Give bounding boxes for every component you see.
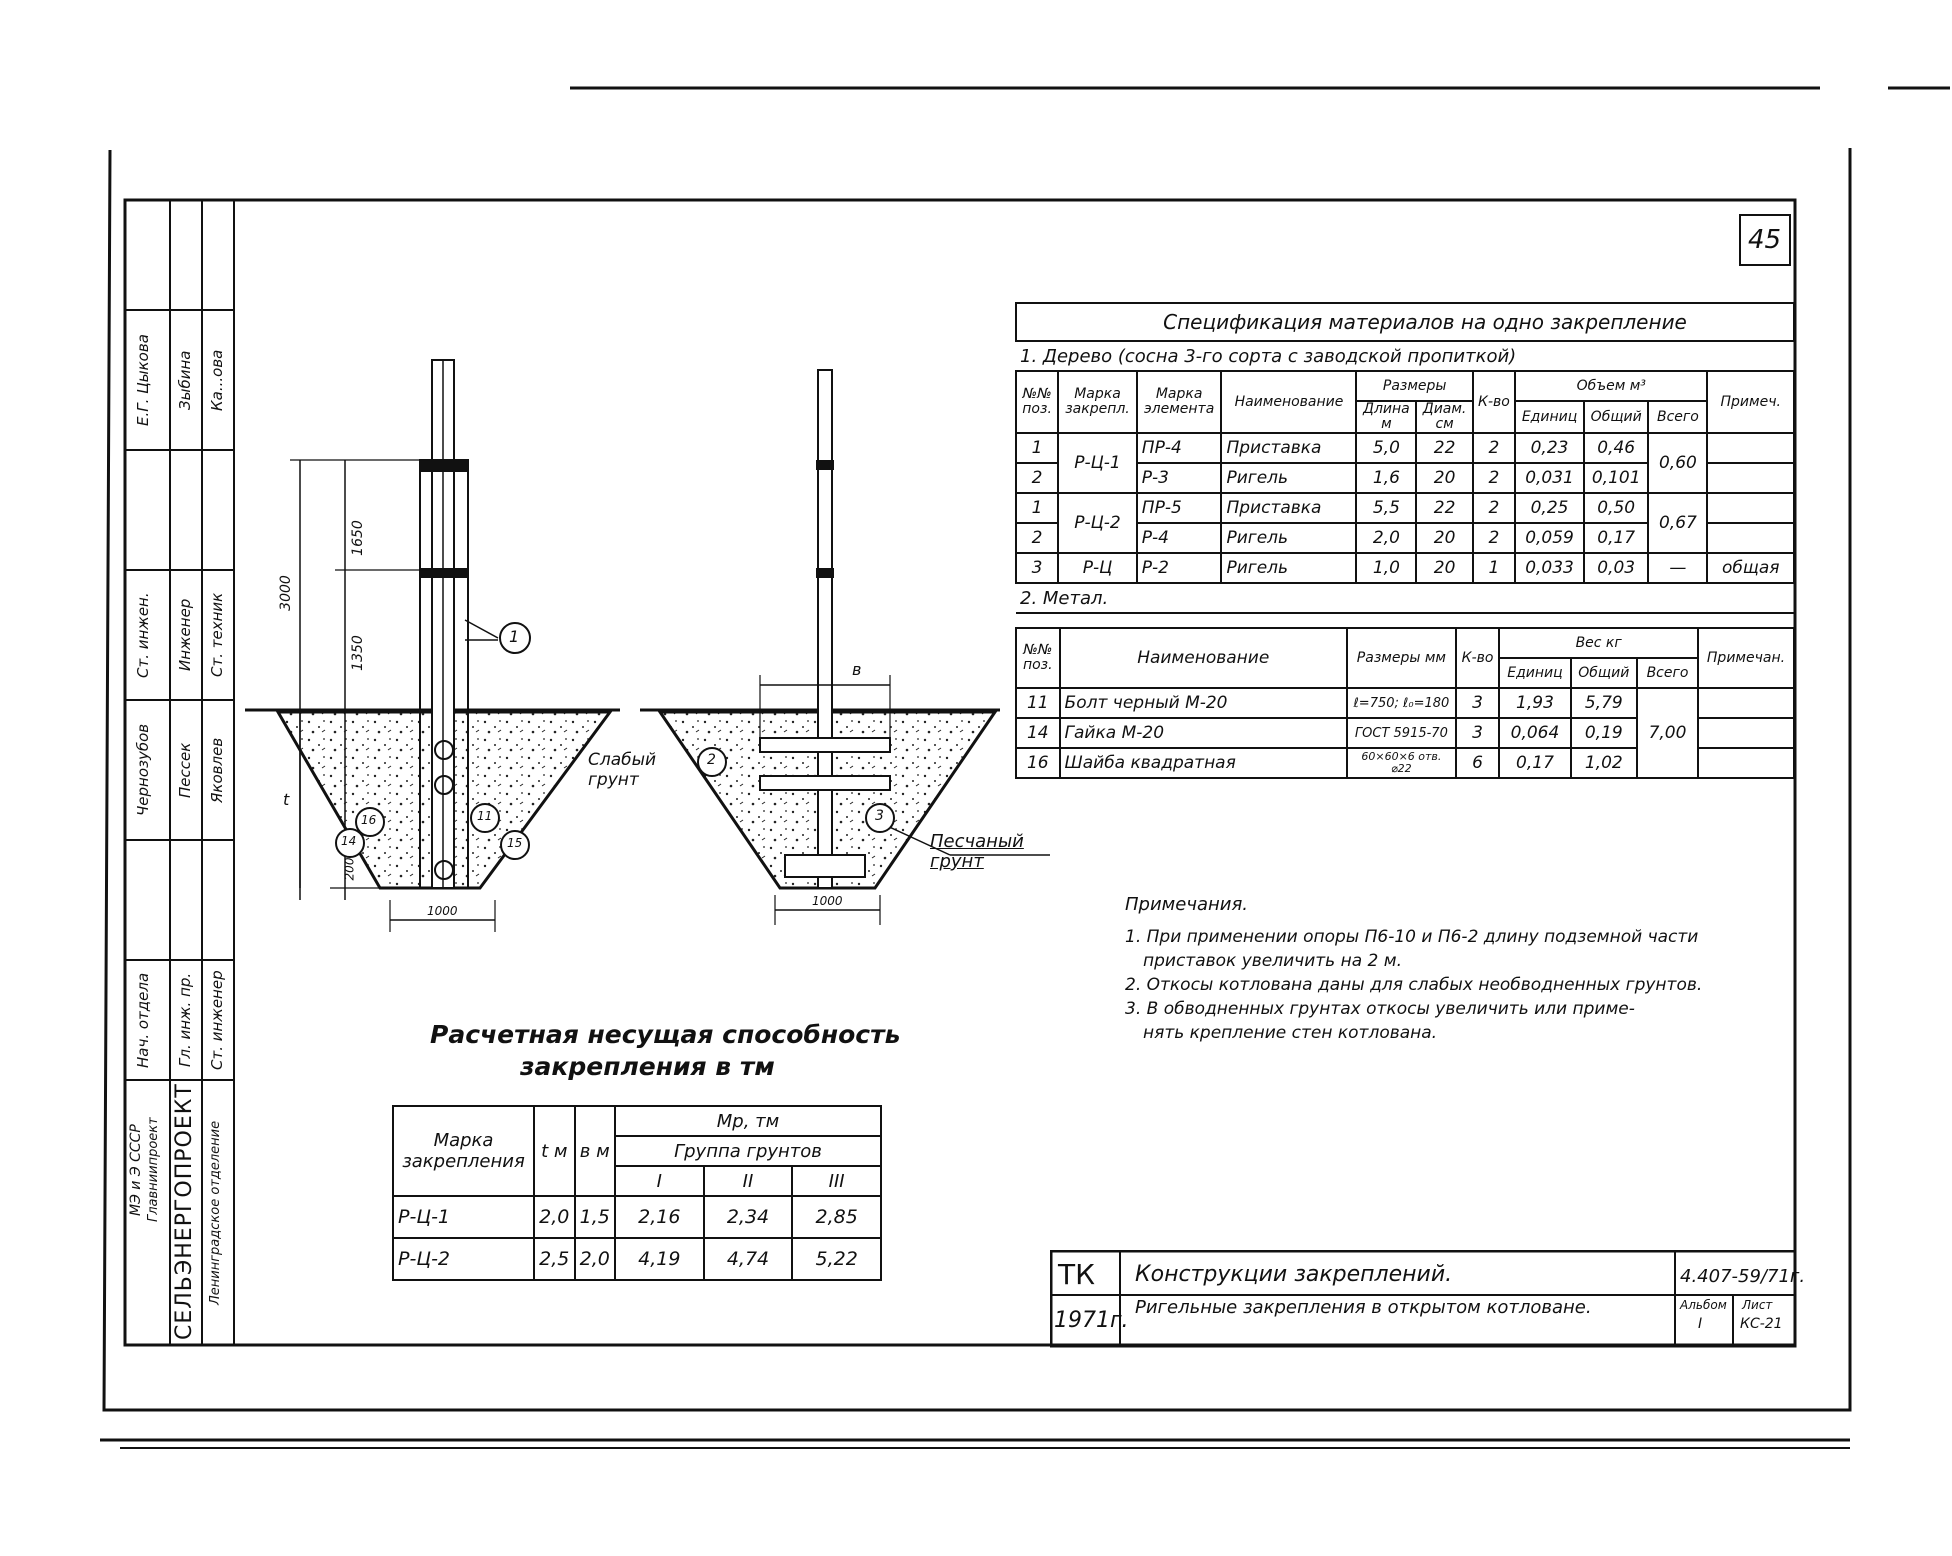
spec-h-elem: Марка элемента <box>1137 371 1222 433</box>
stamp-role-4: Ст. инжен. <box>134 592 152 678</box>
spec-table <box>1015 302 1795 614</box>
stamp-name-3: Яковлев <box>208 737 226 803</box>
table-row: 2 Р-3 Ригель 1,6 20 2 0,031 0,101 <box>1016 463 1794 493</box>
spec-m-h-qty: К-во <box>1456 628 1500 688</box>
spec-h-note: Примеч. <box>1707 371 1794 433</box>
spec-h-diam: Диам. см <box>1416 401 1473 433</box>
notes-heading: Примечания. <box>1125 894 1248 915</box>
table-row: 1 Р-Ц-2 ПР-5 Приставка 5,5 22 2 0,25 0,50 0,67 <box>1016 493 1794 523</box>
spec-h-unit: Единиц <box>1515 401 1584 433</box>
title-line-2: Ригельные закрепления в открытом котловане. <box>1135 1297 1592 1318</box>
spec-group2-mark: Р-Ц-2 <box>1058 493 1137 553</box>
label-weak-soil: Слабый грунт <box>588 750 657 790</box>
callout-14: 14 <box>341 834 357 848</box>
stamp-name-6: Ка...ова <box>208 349 226 411</box>
spec-metal-table <box>1015 627 1795 779</box>
calc-h-mp: Мр, тм <box>615 1106 881 1136</box>
stamp-org-name: СЕЛЬЭНЕРГОПРОЕКТ <box>172 1083 197 1340</box>
album-label: Альбом <box>1680 1298 1727 1312</box>
stamp-role-2: Гл. инж. пр. <box>176 972 194 1068</box>
calc-h-g1: I <box>615 1166 704 1196</box>
spec-h-qty: К-во <box>1473 371 1515 433</box>
dim-1350: 1350 <box>349 635 366 671</box>
calc-title-1: Расчетная несущая способность <box>430 1020 901 1049</box>
spec-m-h-all: Всего <box>1637 658 1698 688</box>
callout-3: 3 <box>875 808 884 824</box>
dim-1000-left: 1000 <box>427 904 458 918</box>
calc-h-mark: Марка закрепления <box>393 1106 534 1196</box>
stamp-role-5: Инженер <box>176 598 194 672</box>
spec-section-metal: 2. Метал. <box>1016 583 1794 613</box>
note-line-1: 1. При применении опоры П6-10 и П6-2 длину подземной части <box>1125 927 1699 947</box>
stamp-org-line-2: Главниипроект <box>146 1117 161 1223</box>
spec-h-sizes: Размеры <box>1356 371 1472 401</box>
table-row: 2 Р-4 Ригель 2,0 20 2 0,059 0,17 <box>1016 523 1794 553</box>
spec-group3-mark: Р-Ц <box>1058 553 1137 583</box>
dim-3000: 3000 <box>277 575 294 611</box>
calc-h-b: в м <box>575 1106 616 1196</box>
sheet-label: Лист <box>1742 1298 1773 1312</box>
stamp-name-4: Е.Г. Цыкова <box>134 334 152 426</box>
title-tk: ТК <box>1058 1258 1095 1291</box>
callout-11: 11 <box>477 809 493 823</box>
callout-2: 2 <box>707 752 716 768</box>
spec-m-h-pos: №№ поз. <box>1016 628 1060 688</box>
label-sand-soil: Песчаный грунт <box>930 831 1024 872</box>
spec-h-all: Всего <box>1648 401 1707 433</box>
spec-h-mark: Марка закрепл. <box>1058 371 1137 433</box>
dim-200: 200 <box>342 857 357 881</box>
stamp-name-1: Чернозубов <box>134 723 152 817</box>
spec-m-h-total: Общий <box>1571 658 1637 688</box>
stamp-role-1: Нач. отдела <box>134 972 152 1068</box>
spec-group1-mark: Р-Ц-1 <box>1058 433 1137 493</box>
table-row: 14 Гайка М-20 ГОСТ 5915-70 3 0,064 0,19 <box>1016 718 1794 748</box>
table-row: 3 Р-Ц Р-2 Ригель 1,0 20 1 0,033 0,03 — общая <box>1016 553 1794 583</box>
spec-m-h-unit: Единиц <box>1499 658 1570 688</box>
spec-m-h-weight: Вес кг <box>1499 628 1698 658</box>
sheet-designation: 4.407-59/71г. <box>1680 1266 1806 1287</box>
note-line-2: приставок увеличить на 2 м. <box>1143 951 1402 971</box>
spec-h-total: Общий <box>1584 401 1648 433</box>
callout-1: 1 <box>509 627 520 646</box>
stamp-org-line-1: МЭ и Э СССР <box>128 1124 144 1216</box>
table-row: Р-Ц-2 2,5 2,0 4,19 4,74 5,22 <box>393 1238 881 1280</box>
stamp-name-2: Пессек <box>176 742 194 798</box>
spec-section-wood: 1. Дерево (сосна 3-го сорта с заводской пропиткой) <box>1016 341 1794 371</box>
spec-h-pos: №№ поз. <box>1016 371 1058 433</box>
table-row: Р-Ц-1 2,0 1,5 2,16 2,34 2,85 <box>393 1196 881 1238</box>
spec-h-name: Наименование <box>1221 371 1356 433</box>
table-row: 1 Р-Ц-1 ПР-4 Приставка 5,0 22 2 0,23 0,46 0,60 <box>1016 433 1794 463</box>
spec-m-h-sizes: Размеры мм <box>1347 628 1456 688</box>
spec-metal-all: 7,00 <box>1637 688 1698 778</box>
calc-title-2: закрепления в тм <box>520 1052 775 1081</box>
dim-t: t <box>283 790 290 809</box>
spec-h-volume: Объем м³ <box>1515 371 1707 401</box>
note-line-5: нять крепление стен котлована. <box>1143 1023 1438 1043</box>
table-row: 11 Болт черный М-20 ℓ=750; ℓ₀=180 3 1,93 5,79 7,00 <box>1016 688 1794 718</box>
album-value: I <box>1698 1316 1703 1332</box>
calc-h-group: Группа грунтов <box>615 1136 881 1166</box>
calc-table <box>392 1105 882 1281</box>
callout-16: 16 <box>361 813 377 827</box>
spec-h-len: Длина м <box>1356 401 1416 433</box>
title-year: 1971г. <box>1054 1308 1129 1333</box>
callout-15: 15 <box>507 836 523 850</box>
note-line-3: 2. Откосы котлована даны для слабых необводненных грунтов. <box>1125 975 1703 995</box>
notes-block <box>1125 893 1702 1045</box>
table-row: 16 Шайба квадратная 60×60×6 отв. ⌀22 6 0,17 1,02 <box>1016 748 1794 778</box>
spec-group2-all: 0,67 <box>1648 493 1707 553</box>
title-line-1: Конструкции закреплений. <box>1135 1262 1453 1287</box>
stamp-name-5: Зыбина <box>176 350 194 410</box>
stamp-org-branch: Ленинградское отделение <box>208 1120 223 1305</box>
spec-m-h-note: Примечан. <box>1698 628 1794 688</box>
spec-m-h-name: Наименование <box>1060 628 1347 688</box>
sheet-number: 45 <box>1748 225 1782 255</box>
dim-1650: 1650 <box>349 520 366 556</box>
dim-1000-right: 1000 <box>812 894 843 908</box>
sheet-value: КС-21 <box>1740 1316 1783 1332</box>
calc-h-g2: II <box>704 1166 793 1196</box>
spec-title: Спецификация материалов на одно закрепление <box>1163 310 1687 334</box>
stamp-role-3: Ст. инженер <box>208 970 226 1070</box>
calc-h-t: t м <box>534 1106 575 1196</box>
note-line-4: 3. В обводненных грунтах откосы увеличить или приме- <box>1125 999 1635 1019</box>
spec-group3-note: общая <box>1707 553 1794 583</box>
spec-group3-all: — <box>1648 553 1707 583</box>
stamp-role-6: Ст. техник <box>208 592 226 678</box>
spec-group1-all: 0,60 <box>1648 433 1707 493</box>
dim-b: в <box>852 660 862 679</box>
calc-h-g3: III <box>792 1166 881 1196</box>
